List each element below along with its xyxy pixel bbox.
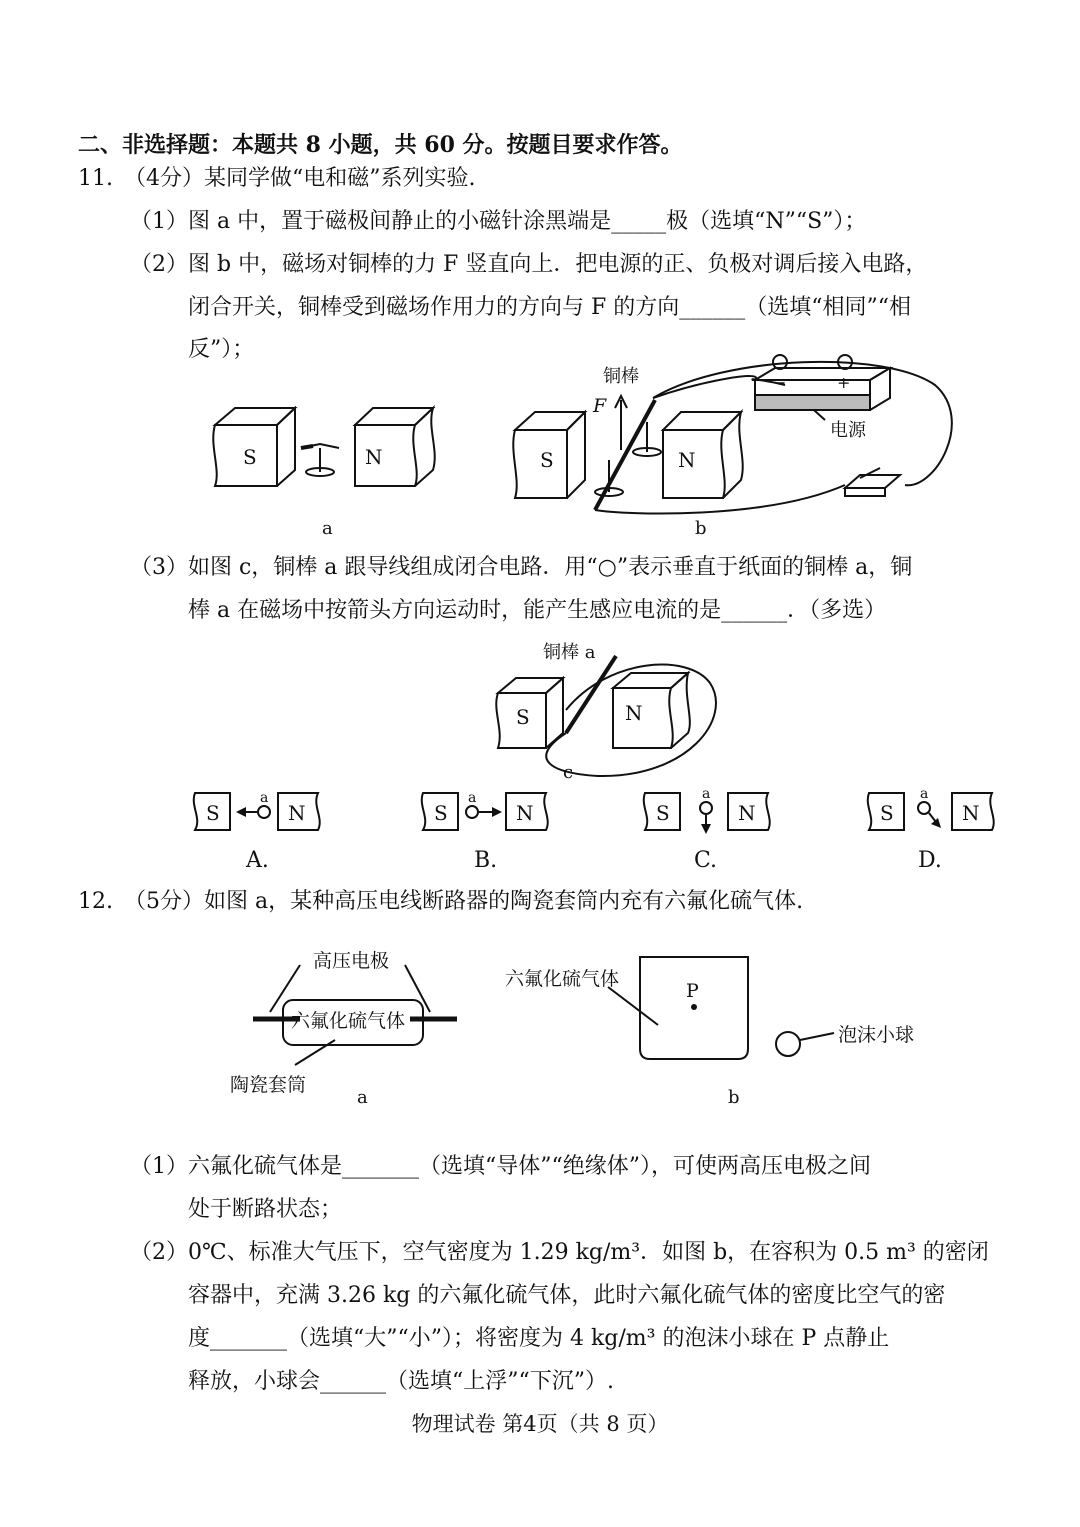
q11-part2-line3: 反”）；: [188, 337, 255, 362]
option-a-rod: a: [260, 790, 269, 806]
option-a-figure: [190, 788, 330, 838]
magnet-n-label: N: [625, 701, 643, 725]
option-d-s: S: [880, 801, 894, 825]
option-c-rod: a: [702, 788, 711, 802]
q12-part1-line2: 处于断路状态；: [188, 1197, 343, 1222]
option-c-s: S: [656, 801, 670, 825]
q12-stem: 12. （5分）如图 a，某种高压电线断路器的陶瓷套筒内充有六氟化硫气体.: [78, 889, 804, 914]
option-a-label[interactable]: A.: [246, 848, 269, 873]
q11-part3-line2: 棒 a 在磁场中按箭头方向运动时，能产生感应电流的是______．（多选）: [188, 598, 887, 623]
rod-label: 铜棒: [603, 366, 639, 387]
option-b-label[interactable]: B.: [474, 848, 498, 873]
option-c-n: N: [738, 801, 756, 825]
plus-terminal-label: +: [837, 373, 851, 392]
option-c-label[interactable]: C.: [694, 848, 718, 873]
option-b-rod: a: [468, 790, 477, 806]
q11-stem: 11. （4分）某同学做“电和磁”系列实验.: [78, 166, 476, 191]
rod-a-label: 铜棒 a: [543, 642, 596, 663]
foam-ball-label: 泡沫小球: [838, 1024, 915, 1046]
figure-11c-caption: c: [563, 762, 574, 783]
option-b-n: N: [516, 801, 534, 825]
option-d-rod: a: [920, 788, 929, 802]
option-d-label[interactable]: D.: [918, 848, 942, 873]
point-p-label: P: [686, 980, 699, 1002]
option-d-figure: [864, 788, 1004, 838]
gas-label: 六氟化硫气体: [291, 1010, 406, 1032]
page-footer: 物理试卷 第4页（共 8 页）: [411, 1412, 669, 1436]
figure-11b-caption: b: [695, 518, 707, 539]
sleeve-label: 陶瓷套筒: [230, 1074, 307, 1096]
gas-label: 六氟化硫气体: [505, 968, 620, 990]
option-c-figure: [640, 788, 780, 838]
q11-part1: （1）图 a 中，置于磁极间静止的小磁针涂黑端是_____极（选填“N”“S”）；: [130, 209, 867, 234]
copper-rod-a: [566, 656, 616, 733]
q11-part2-line2: 闭合开关，铜棒受到磁场作用力的方向与 F 的方向______（选填“相同”“相: [188, 295, 911, 320]
figure-12a-caption: a: [357, 1087, 368, 1108]
option-a-n: N: [288, 801, 306, 825]
q11-part2-line1: （2）图 b 中，磁场对铜棒的力 F 竖直向上．把电源的正、负极对调后接入电路，: [130, 252, 928, 277]
option-a-s: S: [206, 801, 220, 825]
power-source-label: 电源: [830, 420, 866, 441]
figure-12b: [500, 945, 940, 1075]
magnet-s-label: S: [516, 705, 530, 729]
option-d-n: N: [962, 801, 980, 825]
figure-11a: [205, 400, 455, 500]
figure-12a: [225, 940, 470, 1100]
q12-part2-line2: 容器中，充满 3.26 kg 的六氟化硫气体，此时六氟化硫气体的密度比空气的密: [188, 1283, 946, 1308]
figure-12b-caption: b: [728, 1087, 740, 1108]
q12-part2-line3: 度_______（选填“大”“小”）；将密度为 4 kg/m³ 的泡沫小球在 P 点静止: [188, 1326, 890, 1351]
force-label: F: [593, 395, 607, 417]
option-b-figure: [418, 788, 558, 838]
electrode-label: 高压电极: [313, 950, 390, 972]
figure-11c: [488, 638, 728, 778]
magnet-n-label: N: [678, 448, 696, 472]
q12-part2-line1: （2）0℃、标准大气压下，空气密度为 1.29 kg/m³．如图 b，在容积为 0.5 m³ 的密闭: [130, 1240, 989, 1265]
minus-terminal-label: −: [773, 373, 787, 392]
figure-11b: [505, 340, 965, 530]
option-b-s: S: [434, 801, 448, 825]
section-heading: 二、非选择题：本题共 8 小题，共 60 分。按题目要求作答。: [78, 132, 683, 158]
q11-part3-line1: （3）如图 c，铜棒 a 跟导线组成闭合电路．用“○”表示垂直于纸面的铜棒 a，铜: [130, 555, 913, 580]
q12-part2-line4: 释放，小球会______（选填“上浮”“下沉”）.: [188, 1369, 614, 1394]
magnet-s-label: S: [243, 445, 257, 469]
compass-needle: [301, 444, 339, 476]
q12-part1-line1: （1）六氟化硫气体是_______（选填“导体”“绝缘体”），可使两高压电极之间: [130, 1154, 871, 1179]
magnet-s-label: S: [540, 448, 554, 472]
figure-11a-caption: a: [322, 518, 333, 539]
magnet-n-label: N: [365, 445, 383, 469]
